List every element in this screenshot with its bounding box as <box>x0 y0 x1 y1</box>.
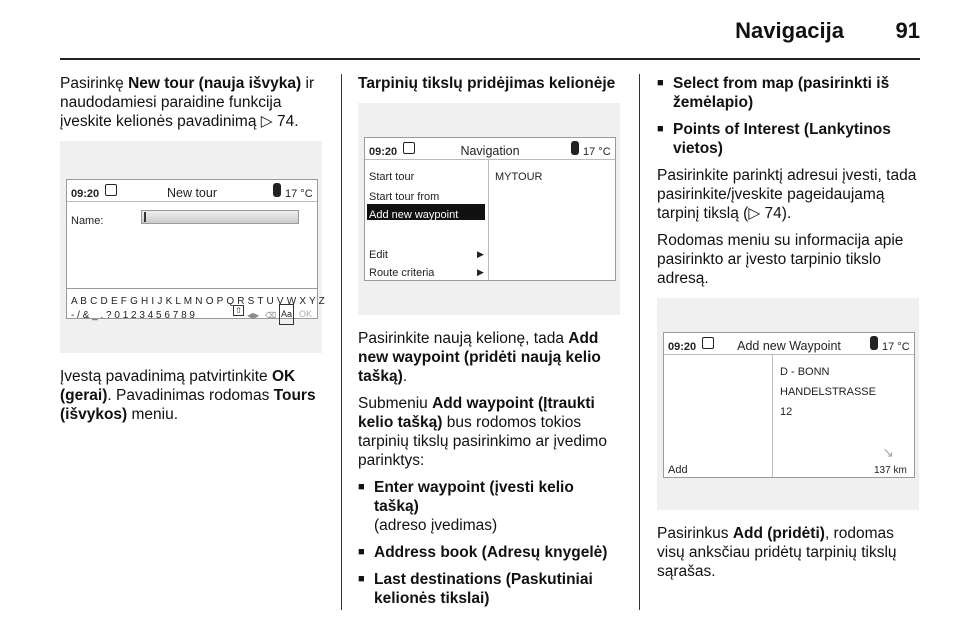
screen-title: Navigation <box>460 144 520 158</box>
header-rule <box>60 58 920 60</box>
section-heading: Tarpinių tikslų pridėjimas kelionėje <box>358 75 616 92</box>
temperature: 17 °C <box>882 341 910 353</box>
backspace-key[interactable]: ⌫ <box>265 311 277 320</box>
direction-arrow-icon: ↘ <box>882 444 894 460</box>
list-item: ■ Address book (Adresų knygelė) <box>358 543 620 562</box>
column-2 <box>358 74 620 616</box>
keyboard-divider <box>67 288 317 289</box>
paragraph: Pasirinkę New tour (nauja išvyka) ir naudodamiesi paraidine funkcija įveskite kelionės pavadinimą ▷ 74. <box>60 75 315 130</box>
case-key[interactable]: Aa <box>279 304 294 325</box>
menu-item-start-tour[interactable]: Start tour <box>369 171 415 183</box>
menu-item-start-tour-from[interactable]: Start tour from <box>369 191 440 203</box>
clock-time: 09:20 <box>71 188 100 200</box>
menu-divider <box>772 355 773 477</box>
temperature: 17 °C <box>285 188 313 200</box>
option-list <box>657 74 922 158</box>
paragraph: Pasirinkite naują kelionę, tada Add new waypoint (pridėti naują kelio tašką). <box>358 330 601 385</box>
chevron-right-icon: ▶ <box>477 267 484 277</box>
menu-item-add-new-waypoint[interactable]: Add new waypoint <box>367 204 485 220</box>
column-3 <box>657 74 922 589</box>
menu-item-edit[interactable]: Edit <box>369 249 388 261</box>
clock-time: 09:20 <box>668 341 697 353</box>
letter-keys-row[interactable]: A B C D E F G H I J K L M N O P Q R S T U V W X Y Z <box>71 296 325 307</box>
screen-title: Add new Waypoint <box>737 339 841 353</box>
paragraph: Pasirinkus Add (pridėti), rodomas visų anksčiau pridėtų tarpinių tikslų sąrašas. <box>657 525 897 580</box>
name-input[interactable] <box>141 210 299 224</box>
page-header <box>0 0 960 60</box>
thermometer-icon <box>571 141 579 155</box>
add-button[interactable]: Add <box>668 464 688 476</box>
list-item: ■ Enter waypoint (įvesti kelio tašką) (adreso įvedimas) <box>358 478 620 535</box>
shift-key[interactable]: ⇧ <box>233 305 244 316</box>
option-list <box>358 478 620 608</box>
thermometer-icon <box>870 336 878 350</box>
address-street: HANDELSTRASSE <box>780 386 876 398</box>
page-ref-icon: ▷ <box>748 205 761 222</box>
list-item: ■ Points of Interest (Lankytinos vietos) <box>657 120 922 158</box>
cursor-keys[interactable]: ◀▶ <box>247 311 260 320</box>
add-waypoint-screen <box>663 332 915 478</box>
page-ref-icon: ▷ <box>260 113 273 130</box>
paragraph: Rodomas meniu su informacija apie pasirinkto ar įvesto tarpinio tikslo adresą. <box>657 232 904 287</box>
name-label: Name: <box>71 215 104 227</box>
new-tour-figure <box>60 141 325 353</box>
clock-time: 09:20 <box>369 146 398 158</box>
new-tour-screen <box>66 179 325 321</box>
add-waypoint-figure <box>657 298 919 510</box>
navigation-screen <box>364 137 616 281</box>
tour-name: MYTOUR <box>495 171 543 183</box>
thermometer-icon <box>273 183 281 197</box>
ok-key[interactable]: OK <box>299 309 313 319</box>
paragraph: Submeniu Add waypoint (Įtraukti kelio tašką) bus rodomos tokios tarpinių tikslų pasirinkimo ar įvedimo parinktys: <box>358 395 607 469</box>
page-title: Navigacija <box>735 18 844 43</box>
screen-title: New tour <box>166 186 218 200</box>
distance: 137 km <box>874 465 907 476</box>
column-divider <box>639 74 640 610</box>
paragraph: Įvestą pavadinimą patvirtinkite OK (gerai). Pavadinimas rodomas Tours (išvykos) meniu. <box>60 368 316 423</box>
list-item: ■ Select from map (pasirinkti iš žemėlapio) <box>657 74 922 112</box>
list-item: ■ Last destinations (Paskutiniai kelionės tikslai) <box>358 570 620 608</box>
text-cursor <box>144 212 146 222</box>
column-divider <box>341 74 342 610</box>
menu-divider <box>488 160 489 280</box>
navigation-figure <box>358 103 620 315</box>
column-1 <box>60 74 325 432</box>
symbol-keys-row[interactable]: - / & _ . ? 0 1 2 3 4 5 6 7 8 9 <box>71 310 195 321</box>
temperature: 17 °C <box>583 146 611 158</box>
chevron-right-icon: ▶ <box>477 249 484 259</box>
address-number: 12 <box>780 406 793 418</box>
paragraph: Pasirinkite parinktį adresui įvesti, tada pasirinkite/įveskite pageidaujamą tarpinį tikslą (▷ 74). <box>657 167 917 222</box>
page-number: 91 <box>895 18 920 43</box>
address-city: D - BONN <box>780 366 830 378</box>
menu-item-route-criteria[interactable]: Route criteria <box>369 267 435 279</box>
